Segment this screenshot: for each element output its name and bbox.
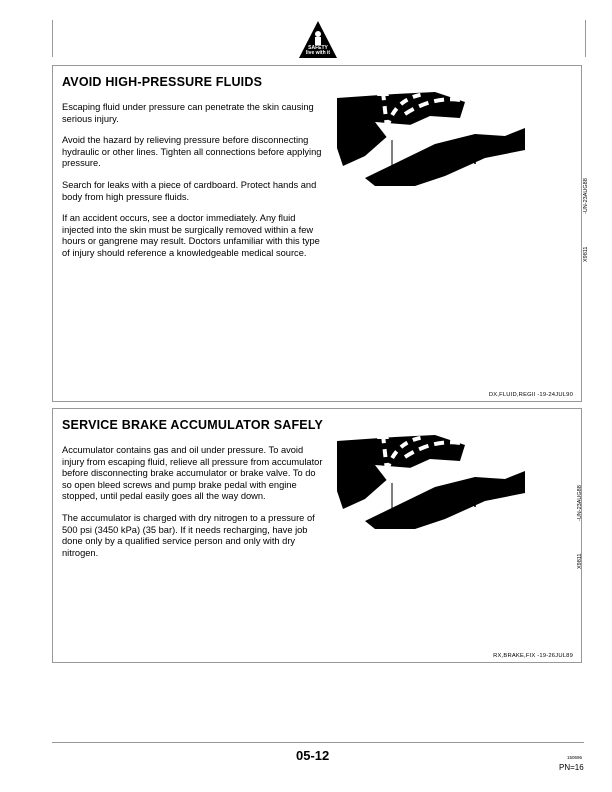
section-title: SERVICE BRAKE ACCUMULATOR SAFELY <box>62 418 324 432</box>
figure-id: X9811 <box>583 246 589 262</box>
paragraph: Search for leaks with a piece of cardboard. Protect hands and body from high pressure fluids. <box>62 179 317 202</box>
paragraph: If an accident occurs, see a doctor immediately. Any fluid injected into the skin must be surgically removed within a few hours or gangrene may result. Doctors unfamiliar with this type of injury should reference a knowledgeable medical source. <box>62 213 320 258</box>
reference-code: RX,BRAKE,FIX -19-26JUL89 <box>493 653 573 659</box>
fluid-injection-illustration <box>335 421 525 529</box>
page-number: 05-12 <box>296 748 330 763</box>
page-footer-rule <box>52 742 584 743</box>
figure-code: -UN-23AUG88 <box>583 178 589 214</box>
pn-label: PN=16 <box>559 763 584 772</box>
section-brake-accumulator <box>52 408 582 663</box>
figure-code: -UN-23AUG88 <box>577 485 583 521</box>
figure-id: X9811 <box>577 553 583 569</box>
logo-text-line1: SAFETY <box>308 45 328 51</box>
logo-text-line2: live with it <box>305 50 331 56</box>
paragraph: Accumulator contains gas and oil under pressure. To avoid injury from escaping fluid, relieve all pressure from accumulator before disconnecting brake accumulator or brake valve. To do so open bleed screws and pump brake pedal with engine stopped, until pedal easily goes all the way down. <box>62 445 323 502</box>
section-body <box>62 445 324 569</box>
print-code: 150696 <box>567 755 583 760</box>
section-title: AVOID HIGH-PRESSURE FLUIDS <box>62 75 263 89</box>
reference-code: DX,FLUID,REGII -19-24JUL90 <box>488 392 573 398</box>
paragraph: Escaping fluid under pressure can penetrate the skin causing serious injury. <box>62 102 314 124</box>
section-body <box>62 102 324 270</box>
paragraph: The accumulator is charged with dry nitrogen to a pressure of 500 psi (3450 kPa) (35 bar). If it needs recharging, have job done only by a qualified service person and only with dry nitrogen. <box>62 512 315 558</box>
section-high-pressure-fluids <box>52 65 589 402</box>
fluid-injection-illustration <box>335 78 525 186</box>
safety-alert-logo <box>298 20 338 60</box>
paragraph: Avoid the hazard by relieving pressure before disconnecting hydraulic or other lines. Tighten all connections before applying pressure. <box>62 135 322 169</box>
logo-text <box>298 46 338 56</box>
